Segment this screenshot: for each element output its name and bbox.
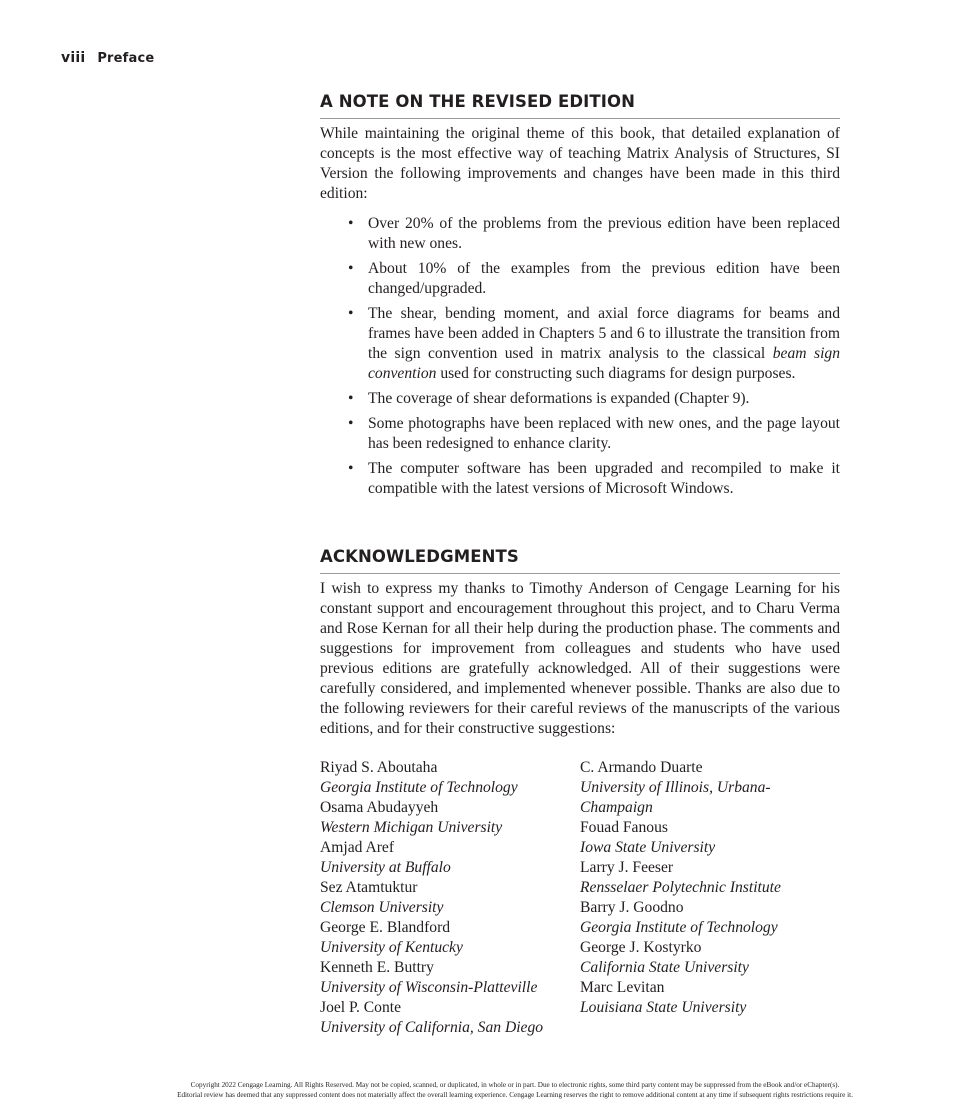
- footer-line: Editorial review has deemed that any suppressed content does not materially affect the overall learning experience. Cengage Learning reserves the right to remove additional content at any time if subsequent rights restrictions require it.: [177, 1091, 853, 1099]
- acknowledgments-heading: ACKNOWLEDGMENTS: [320, 547, 840, 574]
- reviewer-name: Barry J. Goodno: [580, 899, 684, 916]
- footer-line: Copyright 2022 Cengage Learning. All Rights Reserved. May not be copied, scanned, or duplicated, in whole or in part. Due to electronic rights, some third party content may be suppressed from the eBook and/or eChapter(s).: [190, 1081, 840, 1089]
- reviewer-institution: University of Wisconsin-Platteville: [320, 979, 538, 996]
- list-item: • The coverage of shear deformations is expanded (Chapter 9).: [368, 389, 840, 409]
- acknowledgments-text: I wish to express my thanks to Timothy Anderson of Cengage Learning for his constant support and encouragement throughout this project, and to Charu Verma and Rose Kernan for all their help during the production phase. The comments and suggestions for improvement from colleagues and students who have used previous editions are gratefully acknowledged. All of their suggestions were carefully considered, and implemented whenever possible. Thanks are also due to the following reviewers for their careful reviews of the manuscripts of the various editions, and for their constructive suggestions:: [320, 580, 840, 737]
- reviewer-name: Joel P. Conte: [320, 999, 402, 1016]
- reviewer-institution: California State University: [580, 959, 749, 976]
- reviewer-institution: University of California, San Diego: [320, 1019, 544, 1036]
- copyright-footer: [0, 1080, 960, 1100]
- emphasis-text: beam sign convention: [368, 345, 840, 382]
- reviewer-name: C. Armando Duarte: [580, 759, 703, 776]
- reviewer-name: Sez Atamtuktur: [320, 879, 418, 896]
- reviewer-name: Larry J. Feeser: [580, 859, 674, 876]
- reviewer-institution: Western Michigan University: [320, 819, 503, 836]
- list-item-text: The shear, bending moment, and axial force diagrams for beams and frames have been added in Chapters 5 and 6 to illustrate the transition from the sign convention used in matrix analysis to the classical: [368, 305, 840, 362]
- reviewer-name: Osama Abudayyeh: [320, 799, 439, 816]
- acknowledgments-section: [320, 547, 840, 1038]
- reviewer-institution: Georgia Institute of Technology: [320, 779, 518, 796]
- reviewer-institution: University at Buffalo: [320, 859, 451, 876]
- reviewer-name: Kenneth E. Buttry: [320, 959, 434, 976]
- reviewer-name: Amjad Aref: [320, 839, 395, 856]
- reviewer-name: Fouad Fanous: [580, 819, 668, 836]
- reviewer-institution: Rensselaer Polytechnic Institute: [580, 879, 781, 896]
- improvements-list: [320, 214, 840, 499]
- reviewers-right-column: [580, 758, 840, 1038]
- list-item: • Some photographs have been replaced with new ones, and the page layout has been redesigned to enhance clarity.: [368, 414, 840, 454]
- page-number: viii: [61, 50, 86, 66]
- reviewer-name: Marc Levitan: [580, 979, 665, 996]
- reviewer-institution: Georgia Institute of Technology: [580, 919, 778, 936]
- reviewer-institution: University of Kentucky: [320, 939, 463, 956]
- reviewer-institution: University of Illinois, Urbana- Champaign: [580, 779, 771, 816]
- list-item-text: used for constructing such diagrams for design purposes.: [436, 365, 796, 382]
- list-item: • Over 20% of the problems from the previous edition have been replaced with new ones.: [368, 214, 840, 254]
- reviewer-name: George E. Blandford: [320, 919, 451, 936]
- reviewers-left-column: [320, 758, 580, 1038]
- reviewer-name: Riyad S. Aboutaha: [320, 759, 438, 776]
- reviewers-list: [320, 758, 840, 1038]
- revised-edition-section: [320, 92, 840, 504]
- revised-edition-heading: A NOTE ON THE REVISED EDITION: [320, 92, 840, 119]
- revised-edition-intro: While maintaining the original theme of this book, that detailed explanation of concepts is the most effective way of teaching Matrix Analysis of Structures, SI Version the following improvements and changes have been made in this third edition:: [320, 125, 840, 202]
- list-item: • About 10% of the examples from the previous edition have been changed/upgraded.: [368, 259, 840, 299]
- reviewer-name: George J. Kostyrko: [580, 939, 702, 956]
- list-item: [368, 304, 840, 384]
- reviewer-institution: Clemson University: [320, 899, 444, 916]
- reviewer-institution: Louisiana State University: [580, 999, 747, 1016]
- reviewer-institution: Iowa State University: [580, 839, 716, 856]
- running-head: [61, 50, 154, 66]
- running-head-section: Preface: [97, 51, 155, 66]
- list-item: • The computer software has been upgraded and recompiled to make it compatible with the latest versions of Microsoft Windows.: [368, 459, 840, 499]
